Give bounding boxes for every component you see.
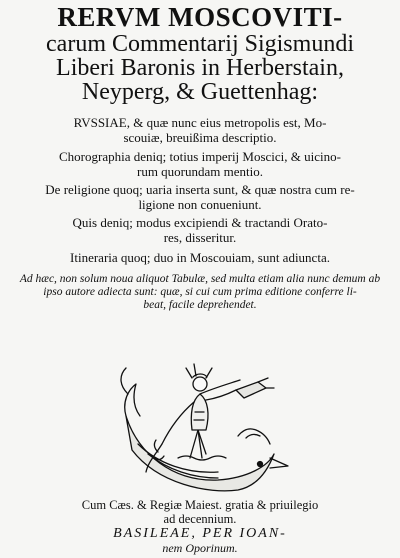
book-title (0, 4, 400, 105)
title-line-3: Liberi Baronis in Herberstain, (56, 55, 344, 81)
religione-line-1: De religione quoq; uaria inserta sunt, & quæ nostra cum re- (45, 182, 355, 197)
mercury-woodcut-illustration (118, 354, 298, 494)
subtitle-paragraph (0, 116, 400, 145)
modus-line-2: res, disseritur. (163, 229, 237, 245)
privilege-line-2: ad decennium. (163, 512, 237, 526)
modus-line-1: Quis deniq; modus excipiendi & tractandi Orato- (72, 215, 328, 230)
modus-paragraph (0, 216, 400, 245)
chorographia-line-1: Chorographia deniq; totius imperij Moscici, & uicino- (59, 149, 341, 164)
chorographia-line-2: rum quorundam mentio. (136, 163, 263, 179)
title-line-2: carum Commentarij Sigismundi (46, 30, 354, 57)
religione-line-2: ligione non conueniunt. (138, 196, 262, 212)
itineraria-line-1: Itineraria quoq; duo in Moscouiam, sunt adiuncta. (70, 250, 330, 265)
subtitle-line-1: RVSSIAE, & quæ nunc eius metropolis est, Mo- (73, 115, 327, 130)
privilege-line-1: Cum Cæs. & Regiæ Maiest. gratia & priuilegio (81, 498, 319, 512)
addendum-line-3: beat, facile deprehendet. (143, 298, 257, 311)
imprint-line-1: BASILEAE, PER IOAN- (113, 526, 287, 541)
chorographia-paragraph (0, 150, 400, 179)
religione-paragraph (0, 183, 400, 212)
addendum-line-2: ipso autore adiecta sunt: quæ, si cui cum prima editione conferre li- (43, 285, 357, 298)
addendum-line-1: Ad hæc, non solum noua aliquot Tabulæ, sed multa etiam alia nunc demum ab (19, 273, 381, 285)
title-line-1: RERVM MOSCOVITI- (57, 2, 343, 32)
privilege-paragraph (0, 498, 400, 526)
imprint-line-2: nem Oporinum. (162, 540, 238, 555)
itineraria-paragraph (0, 251, 400, 266)
imprint-paragraph (0, 526, 400, 555)
subtitle-line-2: scouiæ, breuißima descriptio. (123, 129, 277, 145)
addendum-paragraph (0, 273, 400, 312)
title-line-4: Neyperg, & Guettenhag: (81, 79, 319, 106)
